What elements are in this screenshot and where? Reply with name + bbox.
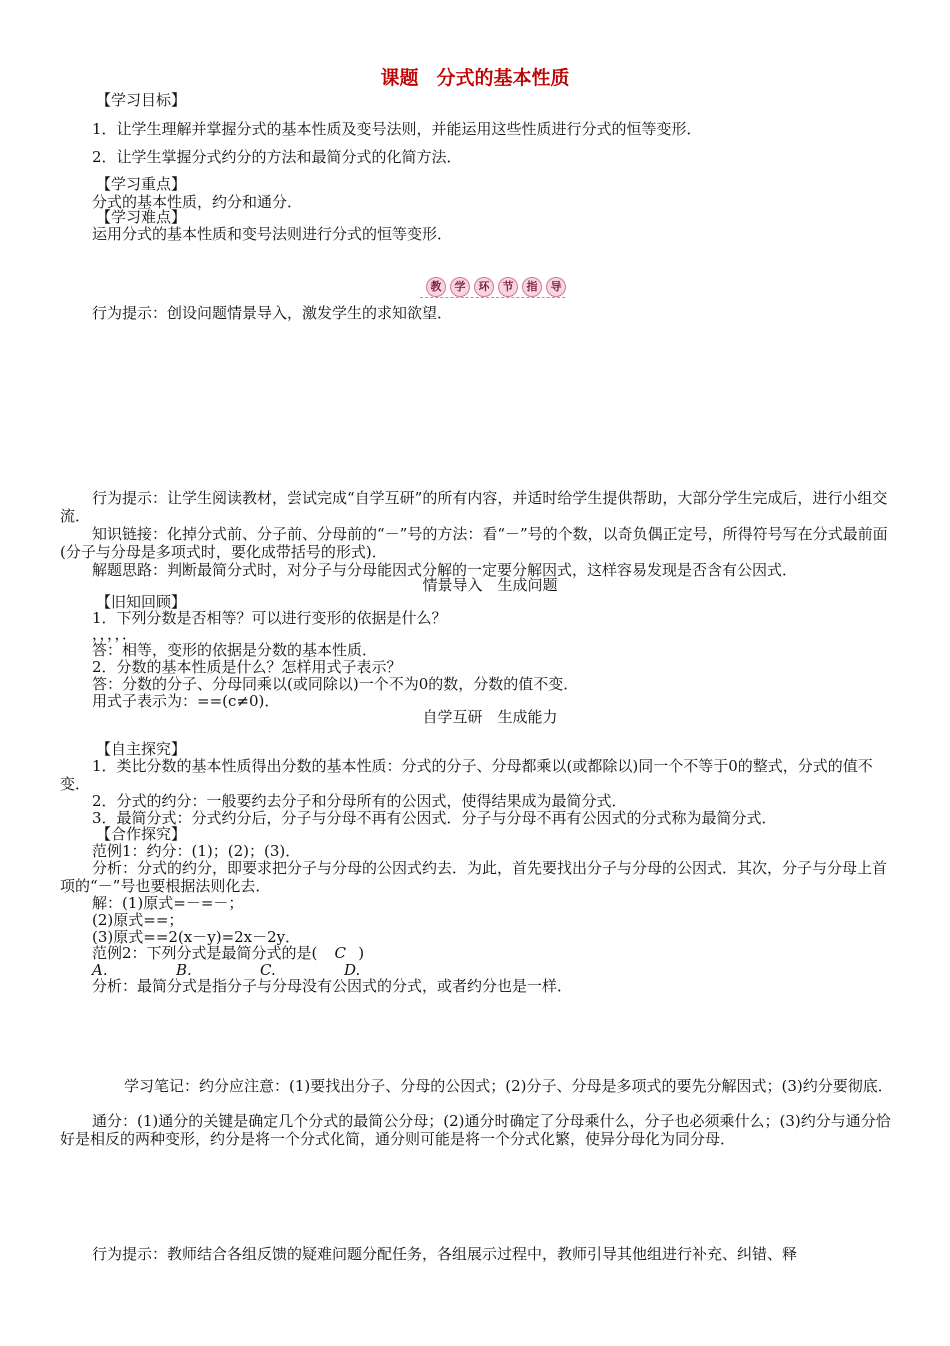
coop-header: 【合作探究】 [96, 825, 187, 843]
explore-point-2: 2．分式的约分：一般要约去分子和分母所有的公因式，使得结果成为最简分式． [92, 792, 627, 810]
explore-point-3: 3．最简分式：分式约分后，分子与分母不再有公因式．分子与分母不再有公因式的分式称为最简分式． [92, 809, 777, 827]
difficulty-header: 【学习难点】 [96, 208, 187, 226]
behavior-hint-2: 行为提示：让学生阅读教材，尝试完成“自学互研”的所有内容，并适时给学生提供帮助，大部分学生完成后，进行小组交流． [60, 489, 888, 525]
explore-header: 【自主探究】 [96, 740, 187, 758]
knowledge-link: 知识链接：化掉分式前、分子前、分母前的“－”号的方法：看“－”号的个数，以奇负偶正定号，所得符号写在分式最前面(分子与分母是多项式时，要化成带括号的形式)． [60, 525, 888, 561]
solution-line-2: (2)原式==； [92, 911, 184, 929]
goals-header: 【学习目标】 [96, 91, 187, 109]
explore-point-1: 1．类比分数的基本性质得出分数的基本性质：分式的分子、分母都乘以(或都除以)同一个不等于0的整式，分式的值不变． [60, 757, 873, 793]
option-b: B. [176, 961, 192, 979]
option-d: D. [344, 961, 361, 979]
example-2-close: ) [358, 944, 365, 962]
review-question-2: 2．分数的基本性质是什么？怎样用式子表示？ [92, 658, 402, 676]
example-1: 范例1：约分：(1)；(2)；(3)． [92, 842, 301, 860]
page-title [0, 66, 950, 90]
title-prefix: 课题 [380, 67, 419, 89]
option-a: A. [92, 961, 108, 979]
goal-item-1: 1．让学生理解并掌握分式的基本性质及变号法则，并能运用这些性质进行分式的恒等变形． [92, 120, 702, 138]
focus-text: 分式的基本性质，约分和通分． [92, 193, 303, 211]
teaching-guide-banner [420, 276, 565, 298]
example-2-answer: C [334, 944, 346, 962]
example-2 [92, 944, 364, 962]
banner-char: 导 [546, 277, 566, 297]
example-1-analysis: 分析：分式的约分，即要求把分子与分母的公因式约去．为此，首先要找出分子与分母的公因式．其次，分子与分母上首项的“－”号也要根据法则化去． [60, 859, 888, 895]
banner-char: 节 [498, 277, 518, 297]
banner-char: 指 [522, 277, 542, 297]
example-2-text: 范例2：下列分式是最简分式的是( [92, 944, 318, 962]
banner-char: 环 [474, 277, 494, 297]
banner-char: 教 [426, 277, 446, 297]
common-denominator-notes: 通分：(1)通分的关键是确定几个分式的最简公分母；(2)通分时确定了分母乘什么，分子也必须乘什么；(3)约分与通分恰好是相反的两种变形，约分是将一个分式化简，通分则可能是将一个分式化繁，使异分母化为同分母． [60, 1112, 891, 1148]
review-formula: 用式子表示为：==(c≠0)． [92, 692, 280, 710]
banner-underline [420, 297, 565, 298]
solution-line-3: (3)原式==2(x－y)=2x－2y． [92, 928, 301, 946]
example-2-analysis: 分析：最简分式是指分子与分母没有公因式的分式，或者约分也是一样． [92, 977, 573, 995]
banner-char: 学 [450, 277, 470, 297]
option-c: C. [260, 961, 276, 979]
review-answer-2: 答：分数的分子、分母同乘以(或同除以)一个不为0的数，分数的值不变． [92, 675, 579, 693]
difficulty-text: 运用分式的基本性质和变号法则进行分式的恒等变形． [92, 225, 453, 243]
behavior-hint-3: 行为提示：教师结合各组反馈的疑难问题分配任务，各组展示过程中，教师引导其他组进行补充、纠错、释 [92, 1245, 798, 1263]
solution-line-1: 解：(1)原式=－=－； [92, 894, 244, 912]
section-heading-2: 自学互研 生成能力 [422, 708, 558, 726]
title-name: 分式的基本性质 [436, 67, 570, 89]
review-header: 【旧知回顾】 [96, 593, 187, 611]
solving-idea: 解题思路：判断最简分式时，对分子与分母能因式分解的一定要分解因式，这样容易发现是否含有公因式． [92, 561, 798, 579]
review-fractions-row: ，，，，． [92, 625, 138, 643]
behavior-hint-1: 行为提示：创设问题情景导入，激发学生的求知欲望． [92, 304, 453, 322]
review-question-1: 1．下列分数是否相等？可以进行变形的依据是什么？ [92, 609, 447, 627]
study-notes: 学习笔记：约分应注意：(1)要找出分子、分母的公因式；(2)分子、分母是多项式的要先分解因式；(3)约分要彻底． [124, 1077, 893, 1095]
section-heading-1: 情景导入 生成问题 [422, 576, 558, 594]
review-answer-1: 答：相等，变形的依据是分数的基本性质． [92, 641, 378, 659]
goal-item-2: 2．让学生掌握分式约分的方法和最简分式的化简方法． [92, 148, 462, 166]
focus-header: 【学习重点】 [96, 175, 187, 193]
